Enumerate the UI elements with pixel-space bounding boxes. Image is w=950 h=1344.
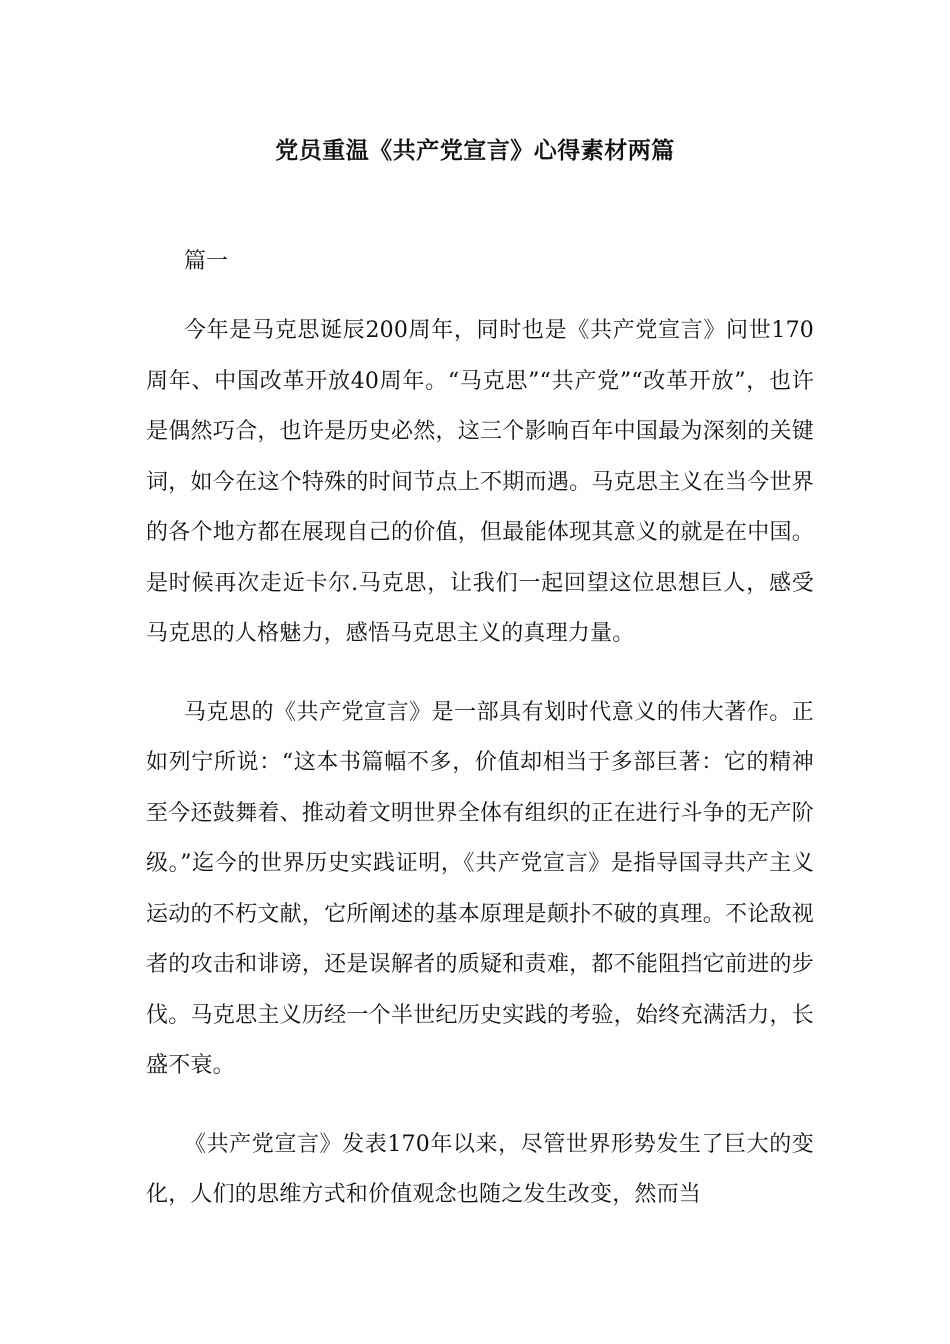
document-title: 党员重温《共产党宣言》心得素材两篇 [275, 138, 675, 164]
paragraph-3: 《共产党宣言》发表170年以来，尽管世界形势发生了巨大的变化，人们的思维方式和价值观念也随之发生改变，然而当 [146, 1131, 814, 1207]
section-heading: 篇一 [184, 249, 229, 274]
document-body [146, 244, 814, 1249]
paragraph-2: 马克思的《共产党宣言》是一部具有划时代意义的伟大著作。正如列宁所说：“这本书篇幅不多，价值却相当于多部巨著：它的精神至今还鼓舞着、推动着文明世界全体有组织的正在进行斗争的无产阶级。”迄今的世界历史实践证明，《共产党宣言》是指导国寻共产主义运动的不朽文献，它所阐述的基本原理是颠扑不破的真理。不论敌视者的攻击和诽谤，还是误解者的质疑和责难，都不能阻挡它前进的步伐。马克思主义历经一个半世纪历史实践的考验，始终充满活力，长盛不衰。 [146, 699, 814, 1078]
paragraph-1: 今年是马克思诞辰200周年，同时也是《共产党宣言》问世170周年、中国改革开放40周年。“马克思”“共产党”“改革开放”，也许是偶然巧合，也许是历史必然，这三个影响百年中国最为深刻的关键词，如今在这个特殊的时间节点上不期而遇。马克思主义在当今世界的各个地方都在展现自己的价值，但最能体现其意义的就是在中国。是时候再次走近卡尔.马克思，让我们一起回望这位思想巨人，感受马克思的人格魅力，感悟马克思主义的真理力量。 [146, 318, 814, 646]
